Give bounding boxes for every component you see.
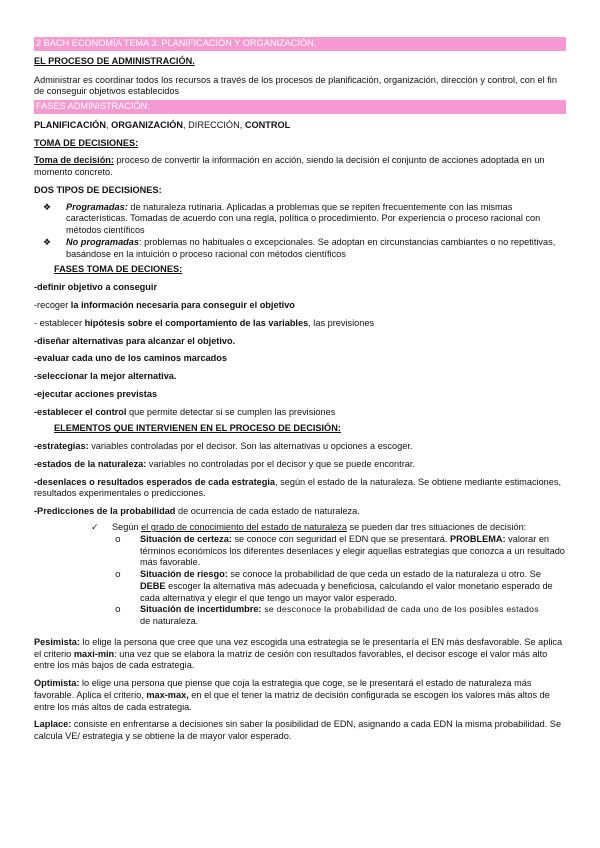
checkmark-icon: ✓ [91,521,99,532]
elemento-predicciones: -Predicciones de la probabilidad de ocurrencia de cada estado de naturaleza. [34,506,360,517]
situacion-certeza: o Situación de certeza: se conoce con seguridad el EDN que se presentará. PROBLEMA: valorar en términos económicos los diferentes desenlaces y elegir aquellas estrategias que conozca a un resultado más favorable. [115,533,565,568]
elemento-desenlaces: -desenlaces o resultados esperados de cada estrategia, según el estado de la naturaleza. Se obtiene mediante estimaciones, resultados experimentales o predicciones. [34,476,562,499]
fases-list: PLANIFICACIÓN, ORGANIZACIÓN, DIRECCIÓN, CONTROL [34,119,291,130]
tipos-list [34,202,566,261]
diamond-bullet-icon: ❖ [43,201,52,212]
fases-toma-title: FASES TOMA DE DECIONES: [54,264,183,275]
header-text: 2 BACH ECONOMÍA TEMA 3: PLANIFICACIÓN Y ORGANIZACIÓN. [36,38,317,48]
toma-def-label: Toma de decisión: [34,155,114,166]
step-4: -diseñar alternativas para alcanzar el objetivo. [34,335,236,346]
proceso-title: EL PROCESO DE ADMINISTRACIÓN. [34,55,195,66]
tipos-title: DOS TIPOS DE DECISIONES: [34,184,162,195]
grado-conocimiento-item: ✓ Según el grado de conocimiento del estado de naturaleza se pueden dar tres situaciones de decisión: [91,521,527,532]
step-3: - establecer hipótesis sobre el comportamiento de las variables, las previsiones [34,317,375,328]
step-5: -evaluar cada uno de los caminos marcados [34,353,228,364]
pesimista-paragraph: Pesimista: lo elige la persona que cree que una vez escogida una estrategia se le presentaría el EN más desfavorable. Se aplica el criterio maxi-min: una vez que se elabora la matriz de cesión con resultados favorables, el decisor escoge el valor más alto entre los más bajos de cada estrategia. [34,636,563,671]
optimista-paragraph: Optimista: lo elige una persona que piense que coja la estrategia que coge, se le presentará el estado de naturaleza más favorable. Aplica el criterio, max-max, en el que el tener la matriz de decisión configurada se escogen los valores más altos de entre los más altos de cada estrategia. [34,678,550,712]
list-item: ❖ Programadas: de naturaleza rutinaria. Aplicadas a problemas que se repiten frecuentemente con las mismas características. Tomadas de acuerdo con una regla, política o procedimiento. Por experiencia o proceso racional con métodos científicos [43,201,541,236]
circle-bullet-icon: o [115,604,121,616]
toma-title: TOMA DE DECISIONES: [34,137,139,148]
situacion-riesgo: o Situación de riesgo: se conoce la probabilidad de que ceda un estado de la naturaleza u otro. Se DEBE escoger la alternativa más adecuada y beneficiosa, calculando el valor monetario esperado de cada alternativa y elegir el que tengo un mayor valor esperado. [115,569,553,603]
fases-bar-text: FASES ADMINISTRACIÓN: [36,101,150,112]
header-bar [34,37,566,51]
elemento-estrategias: -estrategias: variables controladas por el decisor. Son las alternativas u opciones a escoger. [34,441,413,452]
circle-bullet-icon: o [115,533,121,545]
elementos-title: ELEMENTOS QUE INTERVIENEN EN EL PROCESO DE DECISIÓN: [54,423,341,434]
proceso-text: Administrar es coordinar todos los recursos a través de los procesos de planificación, organización, dirección y control, con el fin de conseguir objetivos establecidos [34,74,557,97]
step-1: -definir objetivo a conseguir [34,282,158,293]
laplace-paragraph: Laplace: consiste en enfrentarse a decisiones sin saber la posibilidad de EDN, asignando a cada EDN la misma probabilidad. Se calcula VE/ estrategia y se obtiene la de mayor valor esperado. [34,719,562,742]
document-page [34,37,566,743]
diamond-bullet-icon: ❖ [43,236,52,247]
step-7: -ejecutar acciones previstas [34,388,158,399]
fases-bar [34,100,566,114]
step-2: -recoger la información necesaria para conseguir el objetivo [34,300,295,311]
situacion-incertidumbre: o Situación de incertidumbre: se desconoce la probabilidad de cada uno de los posibles estados de naturaleza. [115,604,539,627]
step-8: -establecer el control que permite detectar si se cumplen las previsiones [34,406,336,417]
toma-definition [34,155,566,179]
toma-def-text: proceso de convertir la información en acción, siendo la decisión el conjunto de acciones adoptada en un momento concreto. [34,155,545,178]
step-6: -seleccionar la mejor alternativa. [34,371,177,382]
list-item: ❖ No programadas: problemas no habituales o excepcionales. Se adoptan en circunstancias cambiantes o no repetitivas, basándose en la intuición o proceso racional con métodos científicos [43,236,556,259]
elemento-estados: -estados de la naturaleza: variables no controladas por el decisor y que se puede encontrar. [34,458,415,469]
circle-bullet-icon: o [115,569,121,581]
